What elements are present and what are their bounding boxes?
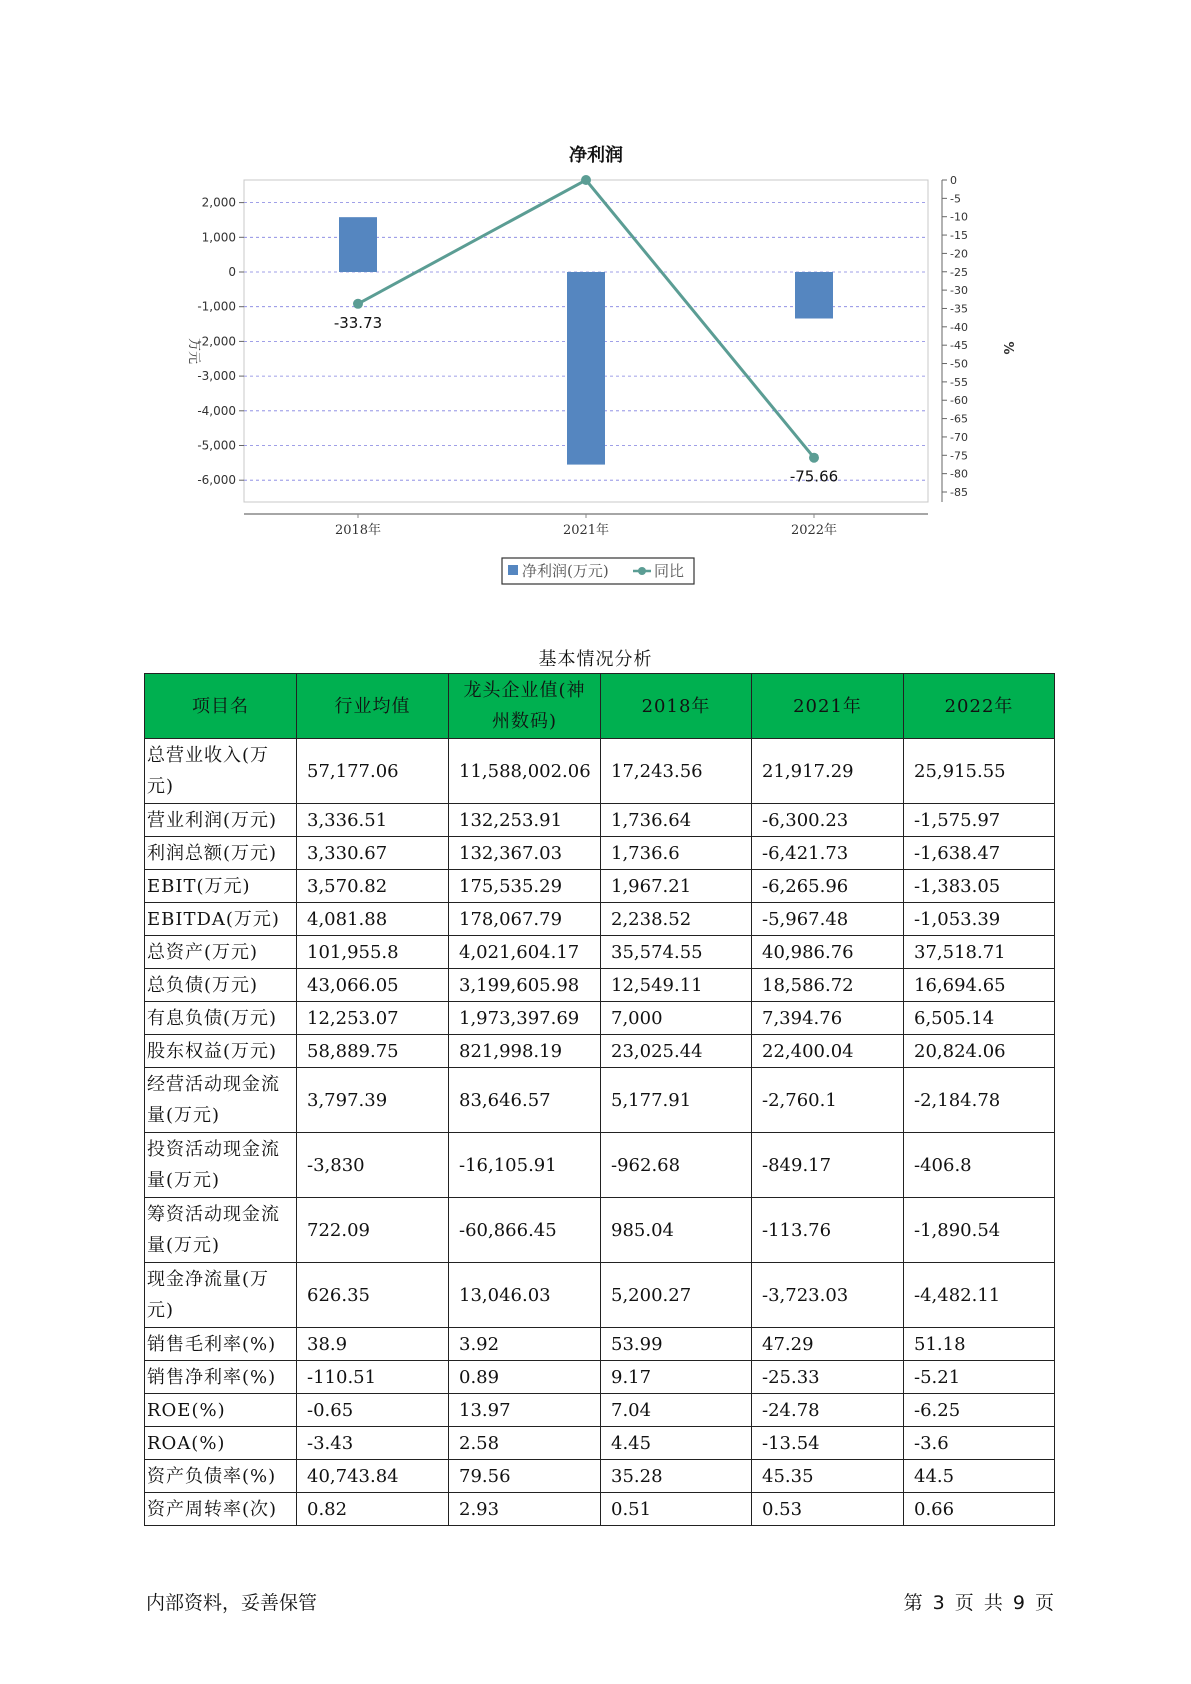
- cell-2018: 1,736.64: [601, 804, 752, 837]
- cell-leader-value: 178,067.79: [449, 903, 601, 936]
- cell-leader-value: 3.92: [449, 1328, 601, 1361]
- cell-industry-avg: -110.51: [297, 1361, 449, 1394]
- cell-industry-avg: 40,743.84: [297, 1460, 449, 1493]
- cell-2022: -5.21: [904, 1361, 1055, 1394]
- right-axis-tick-label: 0: [950, 174, 957, 187]
- cell-2022: -1,890.54: [904, 1198, 1055, 1263]
- row-item-name: 销售毛利率(%): [145, 1328, 297, 1361]
- row-item-name: 筹资活动现金流量(万元): [145, 1198, 297, 1263]
- cell-2021: -6,265.96: [752, 870, 904, 903]
- cell-2021: -24.78: [752, 1394, 904, 1427]
- row-item-name: 有息负债(万元): [145, 1002, 297, 1035]
- left-axis-tick-label: -3,000: [197, 369, 236, 384]
- left-axis-tick-label: 1,000: [201, 230, 236, 245]
- right-axis-tick-label: -25: [950, 265, 968, 279]
- legend-bar-label: 净利润(万元): [522, 562, 609, 580]
- cell-industry-avg: 4,081.88: [297, 903, 449, 936]
- cell-2021: -113.76: [752, 1198, 904, 1263]
- table-row: [145, 936, 1055, 969]
- cell-2021: 18,586.72: [752, 969, 904, 1002]
- cell-2018: 5,200.27: [601, 1263, 752, 1328]
- row-item-name: 总负债(万元): [145, 969, 297, 1002]
- x-axis-tick-label: 2018年: [334, 523, 382, 538]
- table-row: [145, 969, 1055, 1002]
- cell-industry-avg: 43,066.05: [297, 969, 449, 1002]
- bar-net-profit: [567, 272, 605, 465]
- cell-industry-avg: 57,177.06: [297, 739, 449, 804]
- cell-2018: 7.04: [601, 1394, 752, 1427]
- row-item-name: 现金净流量(万元): [145, 1263, 297, 1328]
- table-row: [145, 1361, 1055, 1394]
- net-profit-chart: [0, 0, 1191, 600]
- cell-leader-value: 1,973,397.69: [449, 1002, 601, 1035]
- cell-industry-avg: 626.35: [297, 1263, 449, 1328]
- table-row: [145, 1263, 1055, 1328]
- cell-2018: 1,967.21: [601, 870, 752, 903]
- cell-2018: 12,549.11: [601, 969, 752, 1002]
- cell-industry-avg: 3,570.82: [297, 870, 449, 903]
- left-axis-tick-label: -4,000: [197, 403, 236, 418]
- x-axis-tick-label: 2021年: [562, 523, 610, 538]
- cell-2018: 1,736.6: [601, 837, 752, 870]
- legend-bar-swatch: [508, 565, 518, 575]
- cell-leader-value: 3,199,605.98: [449, 969, 601, 1002]
- cell-industry-avg: -3,830: [297, 1133, 449, 1198]
- right-axis-tick-label: -30: [950, 284, 968, 298]
- cell-2022: 6,505.14: [904, 1002, 1055, 1035]
- cell-2018: -962.68: [601, 1133, 752, 1198]
- cell-2021: 47.29: [752, 1328, 904, 1361]
- cell-2022: 16,694.65: [904, 969, 1055, 1002]
- right-axis-tick-label: -75: [950, 449, 968, 463]
- cell-2022: -1,575.97: [904, 804, 1055, 837]
- cell-2021: -6,300.23: [752, 804, 904, 837]
- footer-page-number: 第 3 页 共 9 页: [903, 1592, 1054, 1614]
- header-item-name: 项目名: [145, 674, 297, 739]
- yoy-point: [353, 299, 363, 309]
- header-industry-avg: 行业均值: [297, 674, 449, 739]
- row-item-name: 营业利润(万元): [145, 804, 297, 837]
- cell-leader-value: 175,535.29: [449, 870, 601, 903]
- right-axis-tick-label: -15: [950, 229, 968, 243]
- table-row: [145, 1427, 1055, 1460]
- cell-2022: 20,824.06: [904, 1035, 1055, 1068]
- right-axis-tick-label: -80: [950, 467, 968, 481]
- cell-2022: 0.66: [904, 1493, 1055, 1526]
- table-row: [145, 1133, 1055, 1198]
- table-row: [145, 1002, 1055, 1035]
- cell-2018: 0.51: [601, 1493, 752, 1526]
- yoy-data-label: -33.73: [333, 313, 383, 332]
- cell-2022: 51.18: [904, 1328, 1055, 1361]
- row-item-name: 销售净利率(%): [145, 1361, 297, 1394]
- table-row: [145, 1068, 1055, 1133]
- cell-2022: -2,184.78: [904, 1068, 1055, 1133]
- table-row: [145, 903, 1055, 936]
- cell-2021: -13.54: [752, 1427, 904, 1460]
- cell-industry-avg: -3.43: [297, 1427, 449, 1460]
- cell-2022: 37,518.71: [904, 936, 1055, 969]
- cell-2021: 45.35: [752, 1460, 904, 1493]
- cell-industry-avg: 38.9: [297, 1328, 449, 1361]
- cell-2021: -849.17: [752, 1133, 904, 1198]
- cell-2021: -5,967.48: [752, 903, 904, 936]
- cell-2018: 53.99: [601, 1328, 752, 1361]
- cell-industry-avg: 3,336.51: [297, 804, 449, 837]
- right-axis-tick-label: -40: [950, 320, 968, 334]
- table-row: [145, 1460, 1055, 1493]
- row-item-name: ROE(%): [145, 1394, 297, 1427]
- table-row: [145, 1198, 1055, 1263]
- left-axis-tick-label: -6,000: [197, 473, 236, 488]
- left-axis-tick-label: -1,000: [197, 299, 236, 314]
- table-row: [145, 870, 1055, 903]
- cell-2022: -4,482.11: [904, 1263, 1055, 1328]
- table-row: [145, 804, 1055, 837]
- cell-2022: -406.8: [904, 1133, 1055, 1198]
- cell-2021: 0.53: [752, 1493, 904, 1526]
- cell-2018: 35,574.55: [601, 936, 752, 969]
- right-axis-tick-label: -65: [950, 412, 968, 426]
- cell-2018: 9.17: [601, 1361, 752, 1394]
- right-axis-tick-label: -70: [950, 430, 968, 444]
- table-row: [145, 1328, 1055, 1361]
- cell-2022: -1,383.05: [904, 870, 1055, 903]
- table-header-row: [145, 674, 1055, 739]
- right-axis-tick-label: -35: [950, 302, 968, 316]
- cell-2018: 7,000: [601, 1002, 752, 1035]
- row-item-name: 资产周转率(次): [145, 1493, 297, 1526]
- cell-2022: -1,053.39: [904, 903, 1055, 936]
- cell-industry-avg: -0.65: [297, 1394, 449, 1427]
- header-2018: 2018年: [601, 674, 752, 739]
- cell-2021: -25.33: [752, 1361, 904, 1394]
- right-axis-title: %: [1000, 341, 1015, 355]
- table-caption: 基本情况分析: [538, 649, 653, 670]
- yoy-point: [581, 175, 591, 185]
- row-item-name: ROA(%): [145, 1427, 297, 1460]
- cell-2022: -6.25: [904, 1394, 1055, 1427]
- cell-2021: 40,986.76: [752, 936, 904, 969]
- right-axis-tick-label: -50: [950, 357, 968, 371]
- yoy-point: [809, 453, 819, 463]
- cell-leader-value: 11,588,002.06: [449, 739, 601, 804]
- right-axis-tick-label: -5: [950, 192, 961, 206]
- cell-2018: 35.28: [601, 1460, 752, 1493]
- cell-leader-value: 0.89: [449, 1361, 601, 1394]
- cell-2021: 7,394.76: [752, 1002, 904, 1035]
- cell-industry-avg: 58,889.75: [297, 1035, 449, 1068]
- right-axis-tick-label: -45: [950, 339, 968, 353]
- left-axis-tick-label: -2,000: [197, 334, 236, 349]
- left-axis-tick-label: 2,000: [201, 195, 236, 210]
- right-axis-tick-label: -55: [950, 375, 968, 389]
- row-item-name: EBITDA(万元): [145, 903, 297, 936]
- left-axis-title: 万元: [186, 337, 201, 365]
- header-2022: 2022年: [904, 674, 1055, 739]
- cell-2021: -6,421.73: [752, 837, 904, 870]
- table-row: [145, 1035, 1055, 1068]
- right-axis-tick-label: -85: [950, 486, 968, 499]
- analysis-table: [144, 673, 1055, 1526]
- cell-2021: -3,723.03: [752, 1263, 904, 1328]
- right-axis-tick-label: -20: [950, 247, 968, 261]
- cell-leader-value: -60,866.45: [449, 1198, 601, 1263]
- cell-leader-value: 4,021,604.17: [449, 936, 601, 969]
- table-row: [145, 739, 1055, 804]
- cell-leader-value: 79.56: [449, 1460, 601, 1493]
- row-item-name: 股东权益(万元): [145, 1035, 297, 1068]
- cell-industry-avg: 722.09: [297, 1198, 449, 1263]
- cell-2022: 25,915.55: [904, 739, 1055, 804]
- cell-industry-avg: 0.82: [297, 1493, 449, 1526]
- cell-2021: -2,760.1: [752, 1068, 904, 1133]
- yoy-data-label: -75.66: [789, 467, 839, 486]
- footer-confidential-note: 内部资料，妥善保管: [146, 1592, 318, 1614]
- chart-title: 净利润: [569, 145, 623, 166]
- row-item-name: 利润总额(万元): [145, 837, 297, 870]
- row-item-name: 总营业收入(万元): [145, 739, 297, 804]
- cell-2018: 5,177.91: [601, 1068, 752, 1133]
- cell-leader-value: 132,367.03: [449, 837, 601, 870]
- cell-2021: 22,400.04: [752, 1035, 904, 1068]
- right-axis-tick-label: -60: [950, 394, 968, 408]
- table-row: [145, 1493, 1055, 1526]
- cell-2022: -1,638.47: [904, 837, 1055, 870]
- bar-net-profit: [795, 272, 833, 318]
- cell-2022: -3.6: [904, 1427, 1055, 1460]
- table-row: [145, 1394, 1055, 1427]
- header-2021: 2021年: [752, 674, 904, 739]
- header-leader-value: 龙头企业值(神州数码): [449, 674, 601, 739]
- cell-2018: 4.45: [601, 1427, 752, 1460]
- cell-leader-value: 13,046.03: [449, 1263, 601, 1328]
- row-item-name: 经营活动现金流量(万元): [145, 1068, 297, 1133]
- cell-leader-value: -16,105.91: [449, 1133, 601, 1198]
- row-item-name: EBIT(万元): [145, 870, 297, 903]
- bar-net-profit: [339, 217, 377, 272]
- cell-2018: 985.04: [601, 1198, 752, 1263]
- row-item-name: 资产负债率(%): [145, 1460, 297, 1493]
- cell-industry-avg: 3,797.39: [297, 1068, 449, 1133]
- right-axis-tick-label: -10: [950, 210, 968, 224]
- cell-leader-value: 83,646.57: [449, 1068, 601, 1133]
- cell-leader-value: 13.97: [449, 1394, 601, 1427]
- x-axis-tick-label: 2022年: [790, 523, 838, 538]
- cell-2021: 21,917.29: [752, 739, 904, 804]
- legend-line-marker: [638, 567, 646, 575]
- cell-2018: 2,238.52: [601, 903, 752, 936]
- cell-leader-value: 132,253.91: [449, 804, 601, 837]
- cell-leader-value: 2.93: [449, 1493, 601, 1526]
- cell-2018: 23,025.44: [601, 1035, 752, 1068]
- table-row: [145, 837, 1055, 870]
- cell-industry-avg: 101,955.8: [297, 936, 449, 969]
- cell-leader-value: 2.58: [449, 1427, 601, 1460]
- cell-2022: 44.5: [904, 1460, 1055, 1493]
- cell-industry-avg: 3,330.67: [297, 837, 449, 870]
- row-item-name: 投资活动现金流量(万元): [145, 1133, 297, 1198]
- legend-line-label: 同比: [654, 562, 685, 580]
- cell-2018: 17,243.56: [601, 739, 752, 804]
- left-axis-tick-label: 0: [228, 265, 236, 279]
- cell-leader-value: 821,998.19: [449, 1035, 601, 1068]
- left-axis-tick-label: -5,000: [197, 438, 236, 453]
- cell-industry-avg: 12,253.07: [297, 1002, 449, 1035]
- row-item-name: 总资产(万元): [145, 936, 297, 969]
